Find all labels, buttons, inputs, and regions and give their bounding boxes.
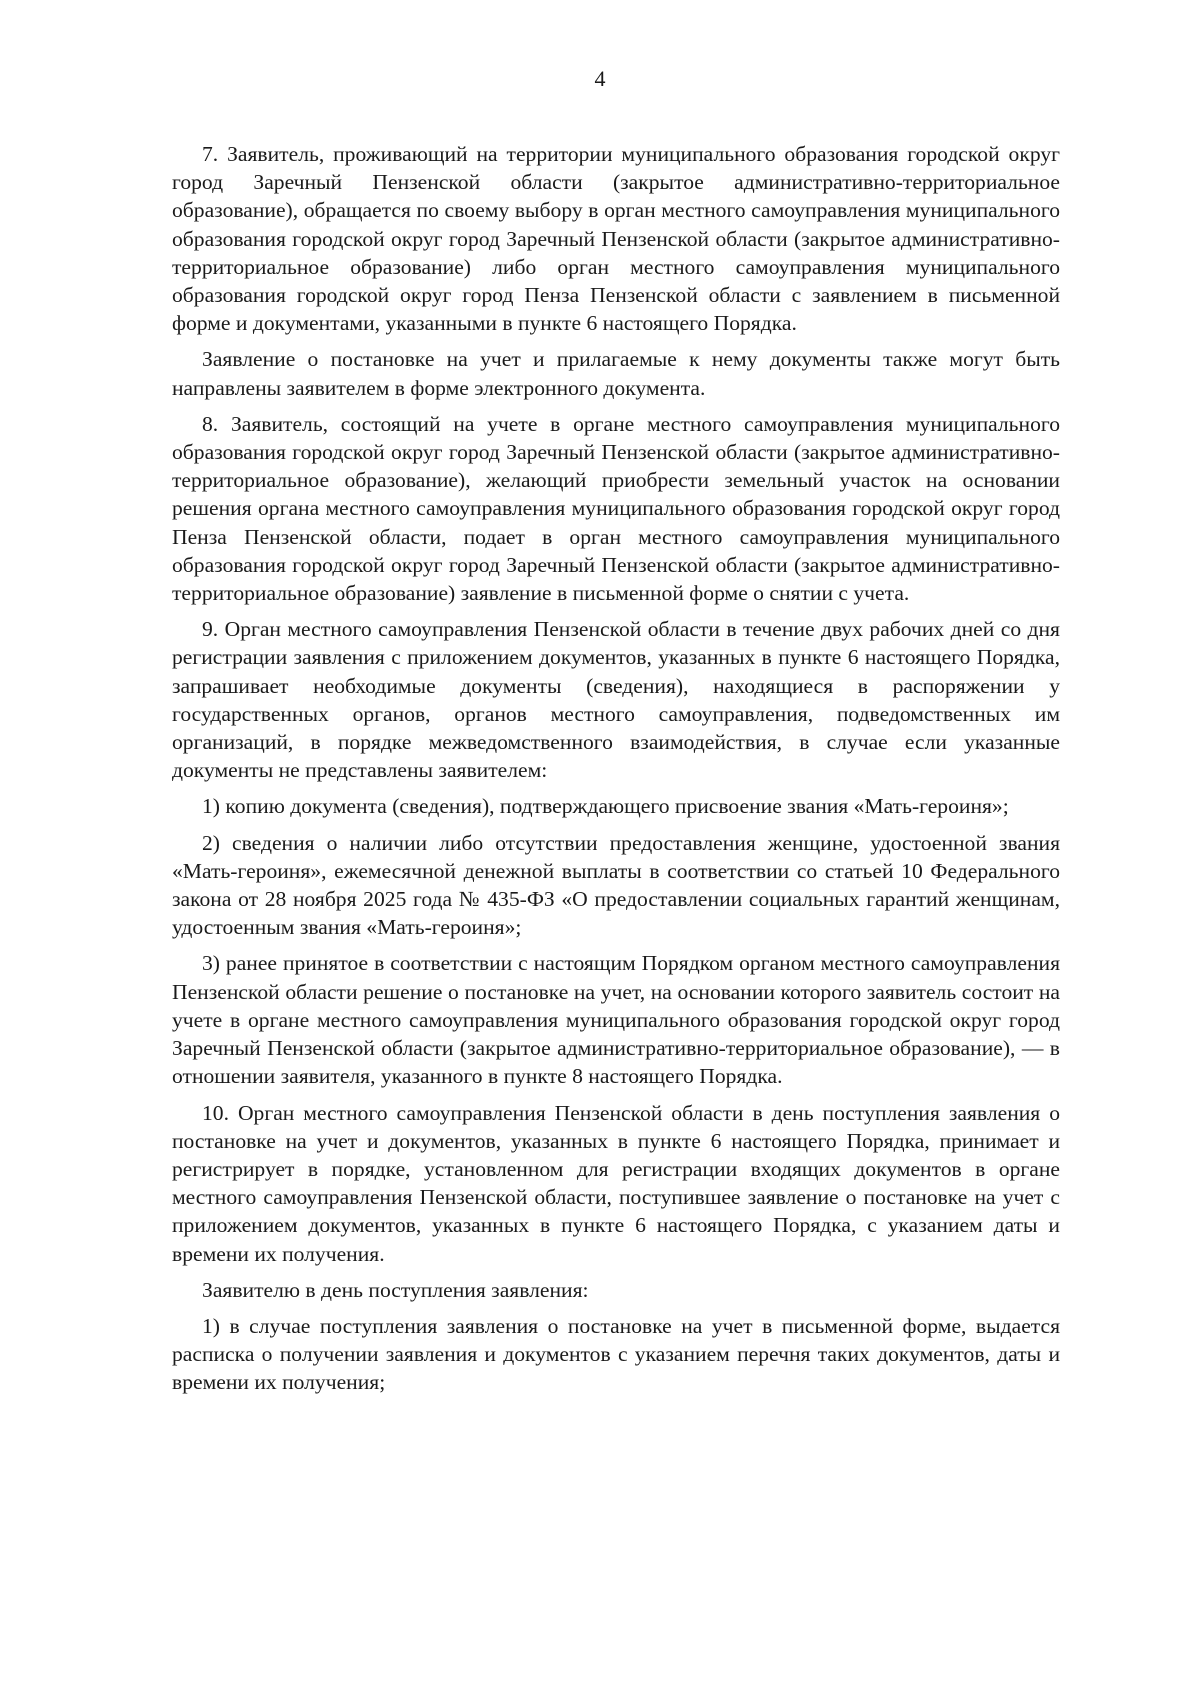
page-number: 4 [594, 66, 606, 91]
paragraph-applicant-receipt: Заявителю в день поступления заявления: [202, 1277, 589, 1302]
paragraph-electronic-submission: Заявление о постановке на учет и прилагаемые к нему документы также могут быть направлены заявителем в форме электронного документа. [172, 347, 1060, 400]
paragraph-item-9-sub-3: 3) ранее принятое в соответствии с настоящим Порядком органом местного самоуправления Пензенской области решение о постановке на учет, на основании которого заявитель состоит на учете в органе местного самоуправления муниципального образования городской округ город Заречный Пензенской области (закрытое административно-территориальное образование), — в отношении заявителя, указанного в пункте 8 настоящего Порядка. [172, 951, 1060, 1089]
paragraph-item-8: 8. Заявитель, состоящий на учете в органе местного самоуправления муниципального образования городской округ город Заречный Пензенской области (закрытое административно-территориальное образование), желающий приобрести земельный участок на основании решения органа местного самоуправления муниципального образования городской округ город Пенза Пензенской области, подает в орган местного самоуправления муниципального образования городской округ город Заречный Пензенской области (закрытое административно-территориальное образование) заявление в письменной форме о снятии с учета. [172, 411, 1060, 606]
paragraph-item-10-sub-1: 1) в случае поступления заявления о постановке на учет в письменной форме, выдается расписка о получении заявления и документов с указанием перечня таких документов, даты и времени их получения; [172, 1313, 1060, 1395]
paragraph-item-7: 7. Заявитель, проживающий на территории муниципального образования городской округ город Заречный Пензенской области (закрытое административно-территориальное образование), обращается по своему выбору в орган местного самоуправления муниципального образования городской округ город Заречный Пензенской области (закрытое административно-территориальное образование) либо орган местного самоуправления муниципального образования городской округ город Пенза Пензенской области с заявлением в письменной форме и документами, указанными в пункте 6 настоящего Порядка. [172, 142, 1060, 336]
document-body [172, 140, 1060, 1405]
paragraph-item-9-sub-1: 1) копию документа (сведения), подтверждающего присвоение звания «Мать-героиня»; [202, 794, 1009, 819]
paragraph-item-9-sub-2: 2) сведения о наличии либо отсутствии предоставления женщине, удостоенной звания «Мать-героиня», ежемесячной денежной выплаты в соответствии со статьей 10 Федерального закона от 28 ноября 2025 года № 435-ФЗ «О предоставлении социальных гарантий женщинам, удостоенным звания «Мать-героиня»; [172, 830, 1060, 940]
paragraph-item-10: 10. Орган местного самоуправления Пензенской области в день поступления заявления о постановке на учет и документов, указанных в пункте 6 настоящего Порядка, принимает и регистрирует в порядке, установленном для регистрации входящих документов в органе местного самоуправления Пензенской области, поступившее заявление о постановке на учет с приложением документов, указанных в пункте 6 настоящего Порядка, с указанием даты и времени их получения. [172, 1100, 1060, 1266]
paragraph-item-9: 9. Орган местного самоуправления Пензенской области в течение двух рабочих дней со дня регистрации заявления с приложением документов, указанных в пункте 6 настоящего Порядка, запрашивает необходимые документы (сведения), находящиеся в распоряжении у государственных органов, органов местного самоуправления, подведомственных им организаций, в порядке межведомственного взаимодействия, в случае если указанные документы не представлены заявителем: [172, 617, 1060, 783]
